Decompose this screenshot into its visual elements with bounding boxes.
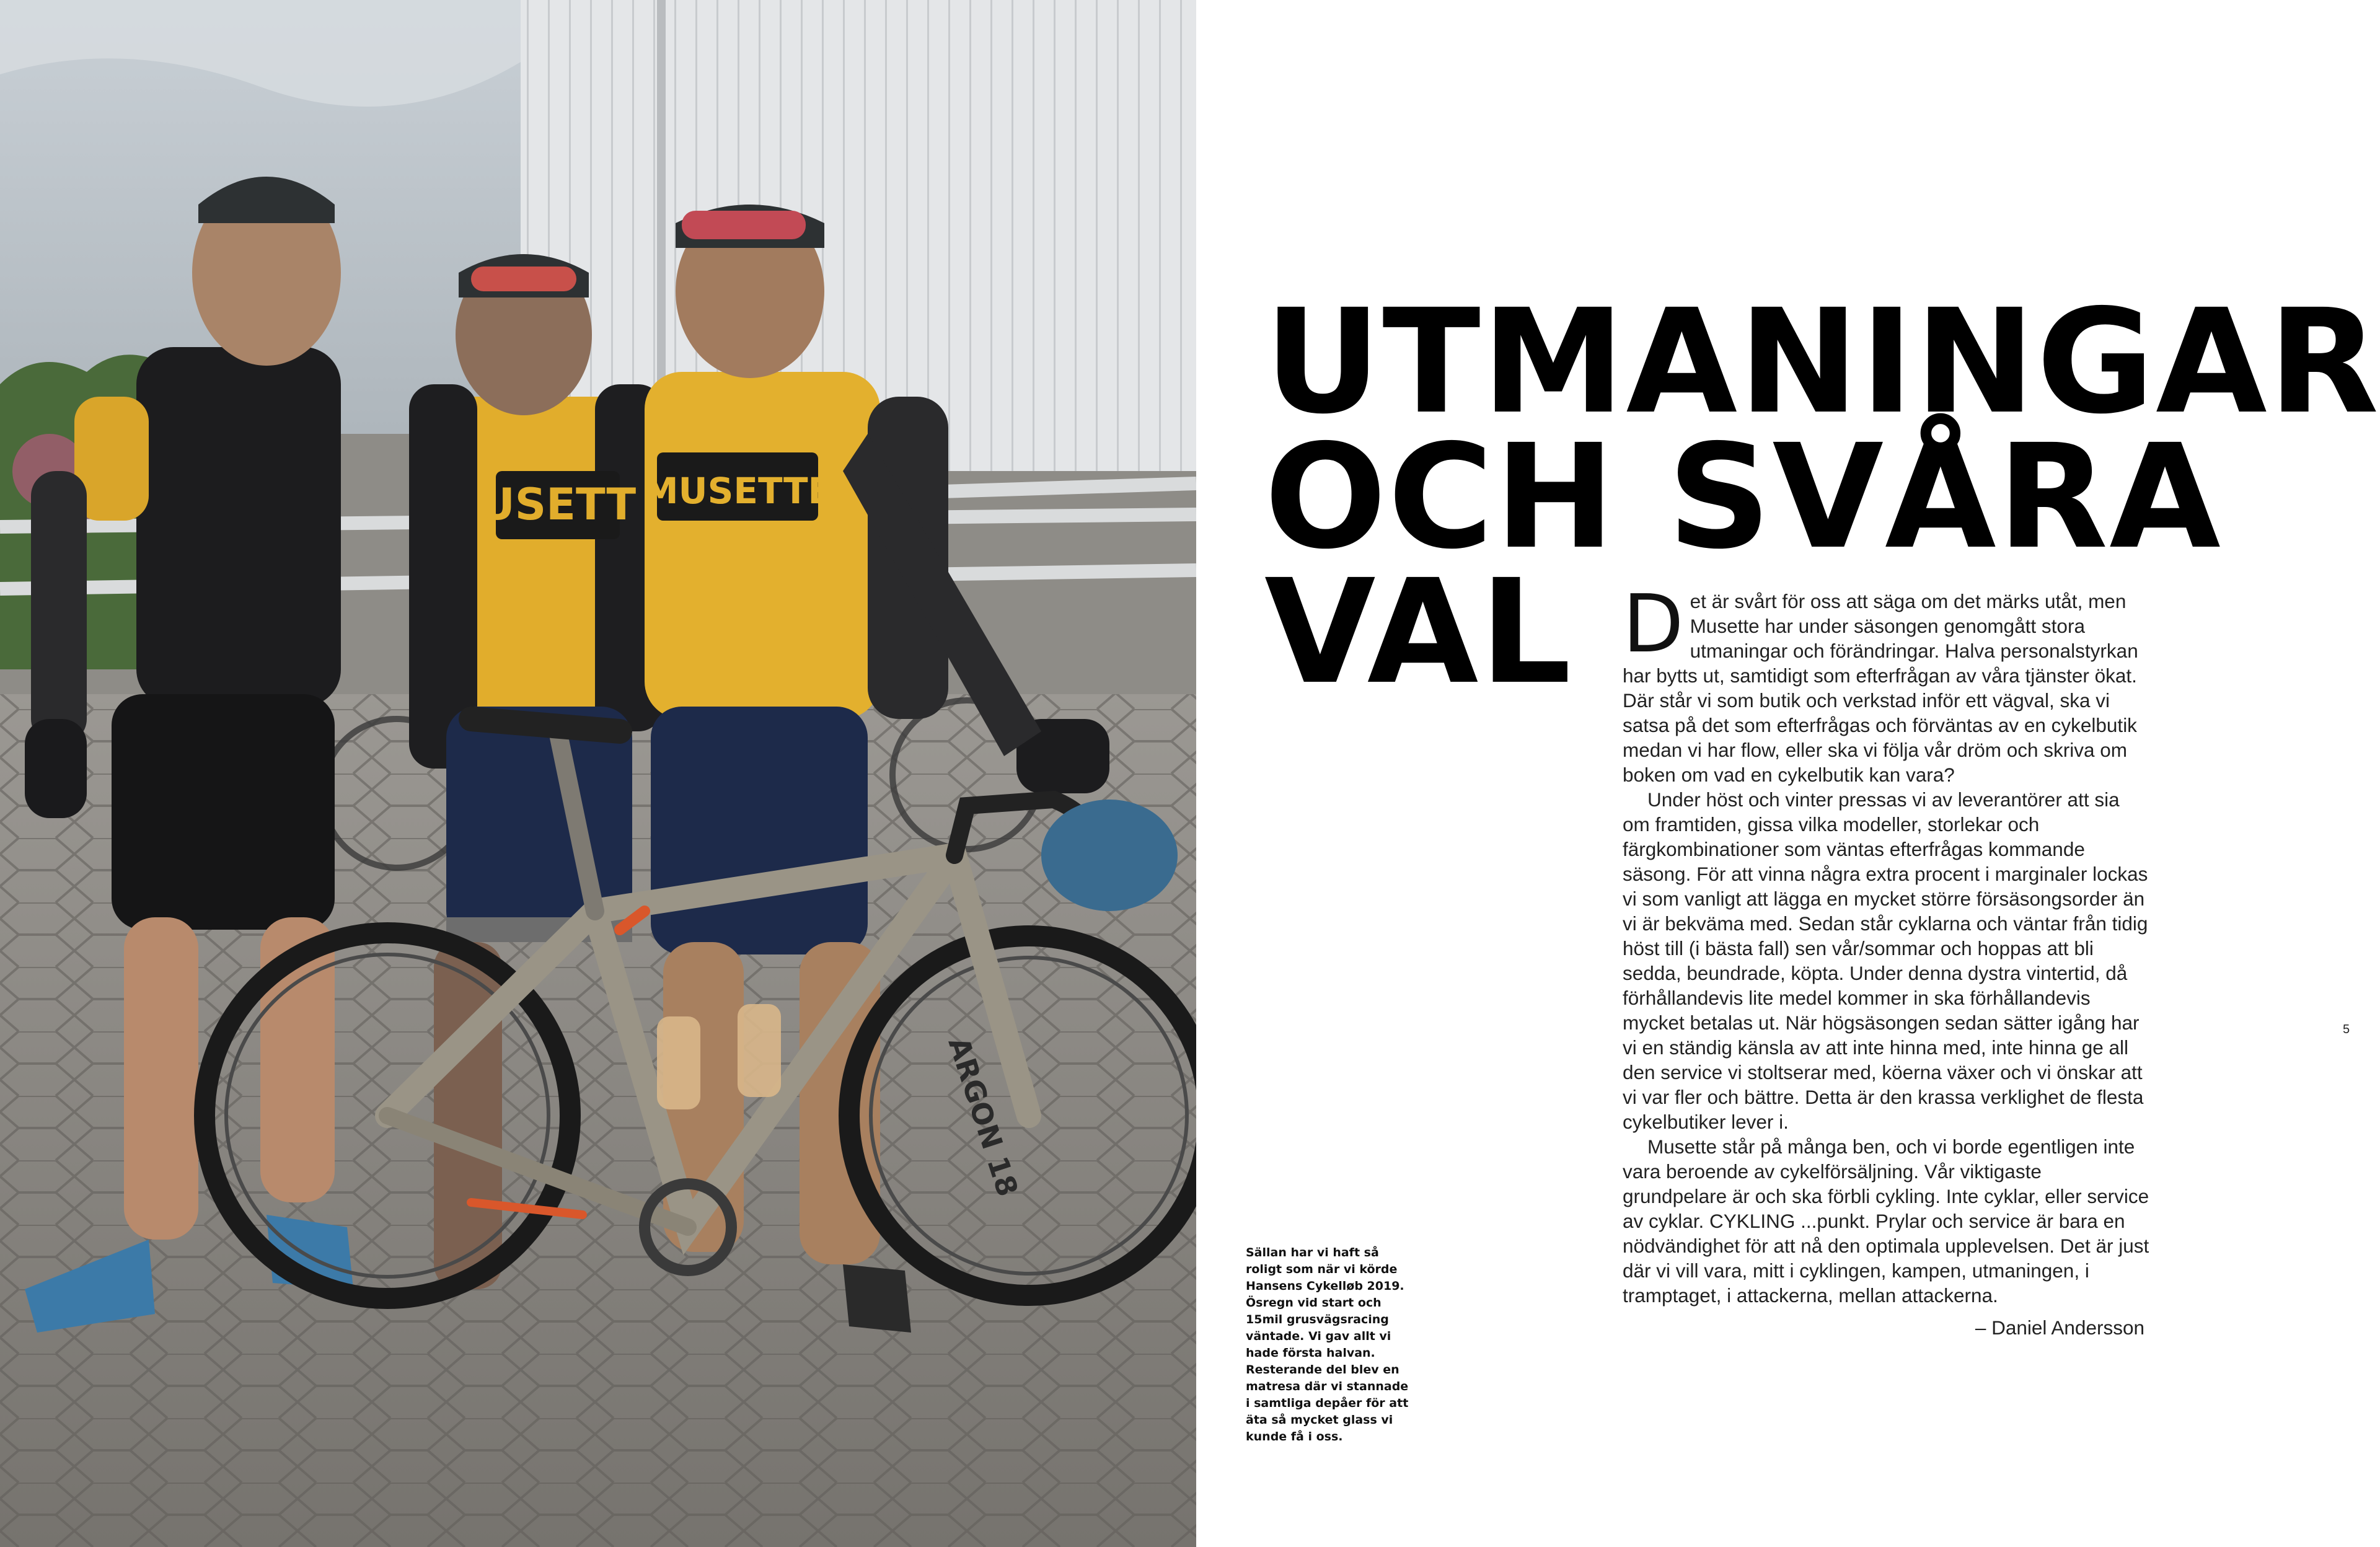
caption-line: Hansens Cykelløb 2019. [1246,1279,1404,1293]
headline-line-1: UTMANINGAR [1264,278,2380,446]
caption-line: äta så mycket glass vi [1246,1413,1393,1427]
jersey-logo-left: USETT [479,479,637,530]
caption-line: 15mil grusvägsracing [1246,1313,1389,1326]
caption-line: väntade. Vi gav allt vi [1246,1329,1391,1343]
headline-line-3: VAL [1264,549,1573,716]
bike-brand-decal: ARGON 18 [941,1033,1025,1201]
caption-line: i samtliga depåer för att [1246,1396,1409,1410]
caption-line: roligt som när vi körde [1246,1263,1398,1276]
caption-line: Ösregn vid start och [1246,1296,1382,1310]
page-number: 5 [2343,1023,2350,1036]
headline-line-2: OCH SVÅRA [1264,413,2222,581]
caption-line: kunde få i oss. [1246,1430,1343,1443]
photo-caption [1246,1245,1432,1445]
caption-line: matresa där vi stannade [1246,1380,1409,1393]
paragraph-3: Musette står på många ben, och vi borde egentligen inte vara beroende av cykelförsäljning. Vår viktigaste grundpelare är och ska förbli cykling. Inte cyklar, eller service av cyklar. CYKLING ...punkt. Prylar och service är bara en nödvändighet för att nå den optimala upplevelsen. Det är just där vi vill vara, mitt i cyklingen, kampen, utmaningen, i tramptaget, i attackerna, mellan attackerna. [1623,1135,2149,1307]
caption-line: Sällan har vi haft så [1246,1246,1379,1259]
paragraph-2: Under höst och vinter pressas vi av leverantörer att sia om framtiden, gissa vilka modeller, storlekar och färgkombinationer som väntas efterfrågas kommande säsong. För att vinna några extra procent i marginaler lockas vi som vanligt att lägga en mycket större försäsongsorder än vi är bekväma med. Sedan står cyklarna och väntar från tidig höst till (i bästa fall) sen vår/sommar och hoppas att bli sedda, beundrade, köpta. Under denna dystra vintertid, då förhållandevis lite medel kommer in ska förhållandevis mycket betalas ut. När högsäsongen sedan sätter igång har vi en ständig känsla av att inte hinna med, inte hinna ge all den service vi stoltserar med, köerna växer och vi önskar att vi var fler och bättre. Detta är den krassa verklighet de flesta cykelbutiker lever i. [1623,788,2148,1133]
drop-cap: D [1623,578,1684,671]
paragraph-1-text: et är svårt för oss att säga om det märks utåt, men Musette har under säsongen genomgått stora utmaningar och förändringar. Halva personalstyrkan har bytts ut, samtidigt som efterfrågan av våra tjänster ökat. Där står vi som butik och verkstad inför ett vägval, ska vi satsa på det som efterfrågas och förväntas av en cykelbutik medan vi har flow, eller ska vi följa vår dröm och skriva om boken om vad en cykelbutik kan vara? [1623,590,2138,786]
caption-line: Resterande del blev en [1246,1363,1399,1377]
article-body [1623,578,2149,1308]
author-signature: – Daniel Andersson [1975,1316,2144,1339]
caption-line: hade första halvan. [1246,1346,1375,1360]
jersey-logo-right: MUSETTE [642,470,833,512]
paragraph-1 [1623,578,2149,787]
